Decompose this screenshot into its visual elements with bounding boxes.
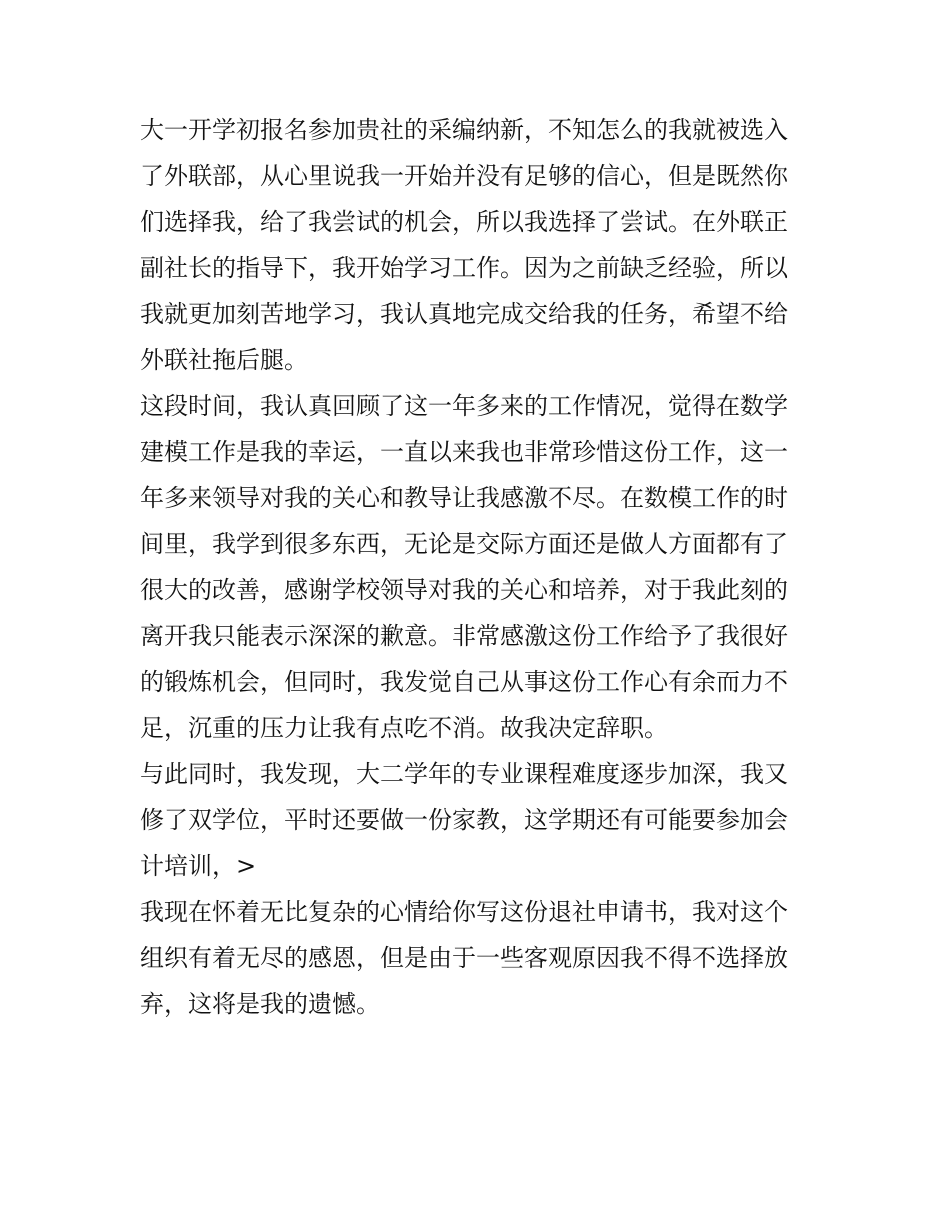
text-line: 很大的改善，感谢学校领导对我的关心和培养，对于我此刻的 xyxy=(140,576,788,604)
text-line: 副社长的指导下，我开始学习工作。因为之前缺乏经验，所以 xyxy=(140,254,788,282)
text-line: 计培训，> xyxy=(140,852,257,880)
text-line: 年多来领导对我的关心和教导让我感激不尽。在数模工作的时 xyxy=(140,484,788,512)
paragraph-2 xyxy=(140,383,812,751)
text-line: 组织有着无尽的感恩，但是由于一些客观原因我不得不选择放 xyxy=(140,944,788,972)
text-line: 与此同时，我发现，大二学年的专业课程难度逐步加深，我又 xyxy=(140,760,788,788)
text-line: 建模工作是我的幸运，一直以来我也非常珍惜这份工作，这一 xyxy=(140,438,788,466)
paragraph-4 xyxy=(140,889,812,1027)
text-line: 足，沉重的压力让我有点吃不消。故我决定辞职。 xyxy=(140,714,668,742)
text-line: 间里，我学到很多东西，无论是交际方面还是做人方面都有了 xyxy=(140,530,788,558)
text-line: 离开我只能表示深深的歉意。非常感激这份工作给予了我很好 xyxy=(140,622,788,650)
text-line: 外联社拖后腿。 xyxy=(140,346,308,374)
document-body xyxy=(140,107,812,1027)
text-line: 们选择我，给了我尝试的机会，所以我选择了尝试。在外联正 xyxy=(140,208,788,236)
text-line: 我现在怀着无比复杂的心情给你写这份退社申请书，我对这个 xyxy=(140,898,788,926)
text-line: 我就更加刻苦地学习，我认真地完成交给我的任务，希望不给 xyxy=(140,300,788,328)
text-line: 的锻炼机会，但同时，我发觉自己从事这份工作心有余而力不 xyxy=(140,668,788,696)
text-line: 大一开学初报名参加贵社的采编纳新，不知怎么的我就被选入 xyxy=(140,116,788,144)
text-line: 了外联部，从心里说我一开始并没有足够的信心，但是既然你 xyxy=(140,162,788,190)
paragraph-3 xyxy=(140,751,812,889)
text-line: 弃，这将是我的遗憾。 xyxy=(140,990,380,1018)
text-line: 修了双学位，平时还要做一份家教，这学期还有可能要参加会 xyxy=(140,806,788,834)
text-line: 这段时间，我认真回顾了这一年多来的工作情况，觉得在数学 xyxy=(140,392,788,420)
paragraph-1 xyxy=(140,107,812,383)
